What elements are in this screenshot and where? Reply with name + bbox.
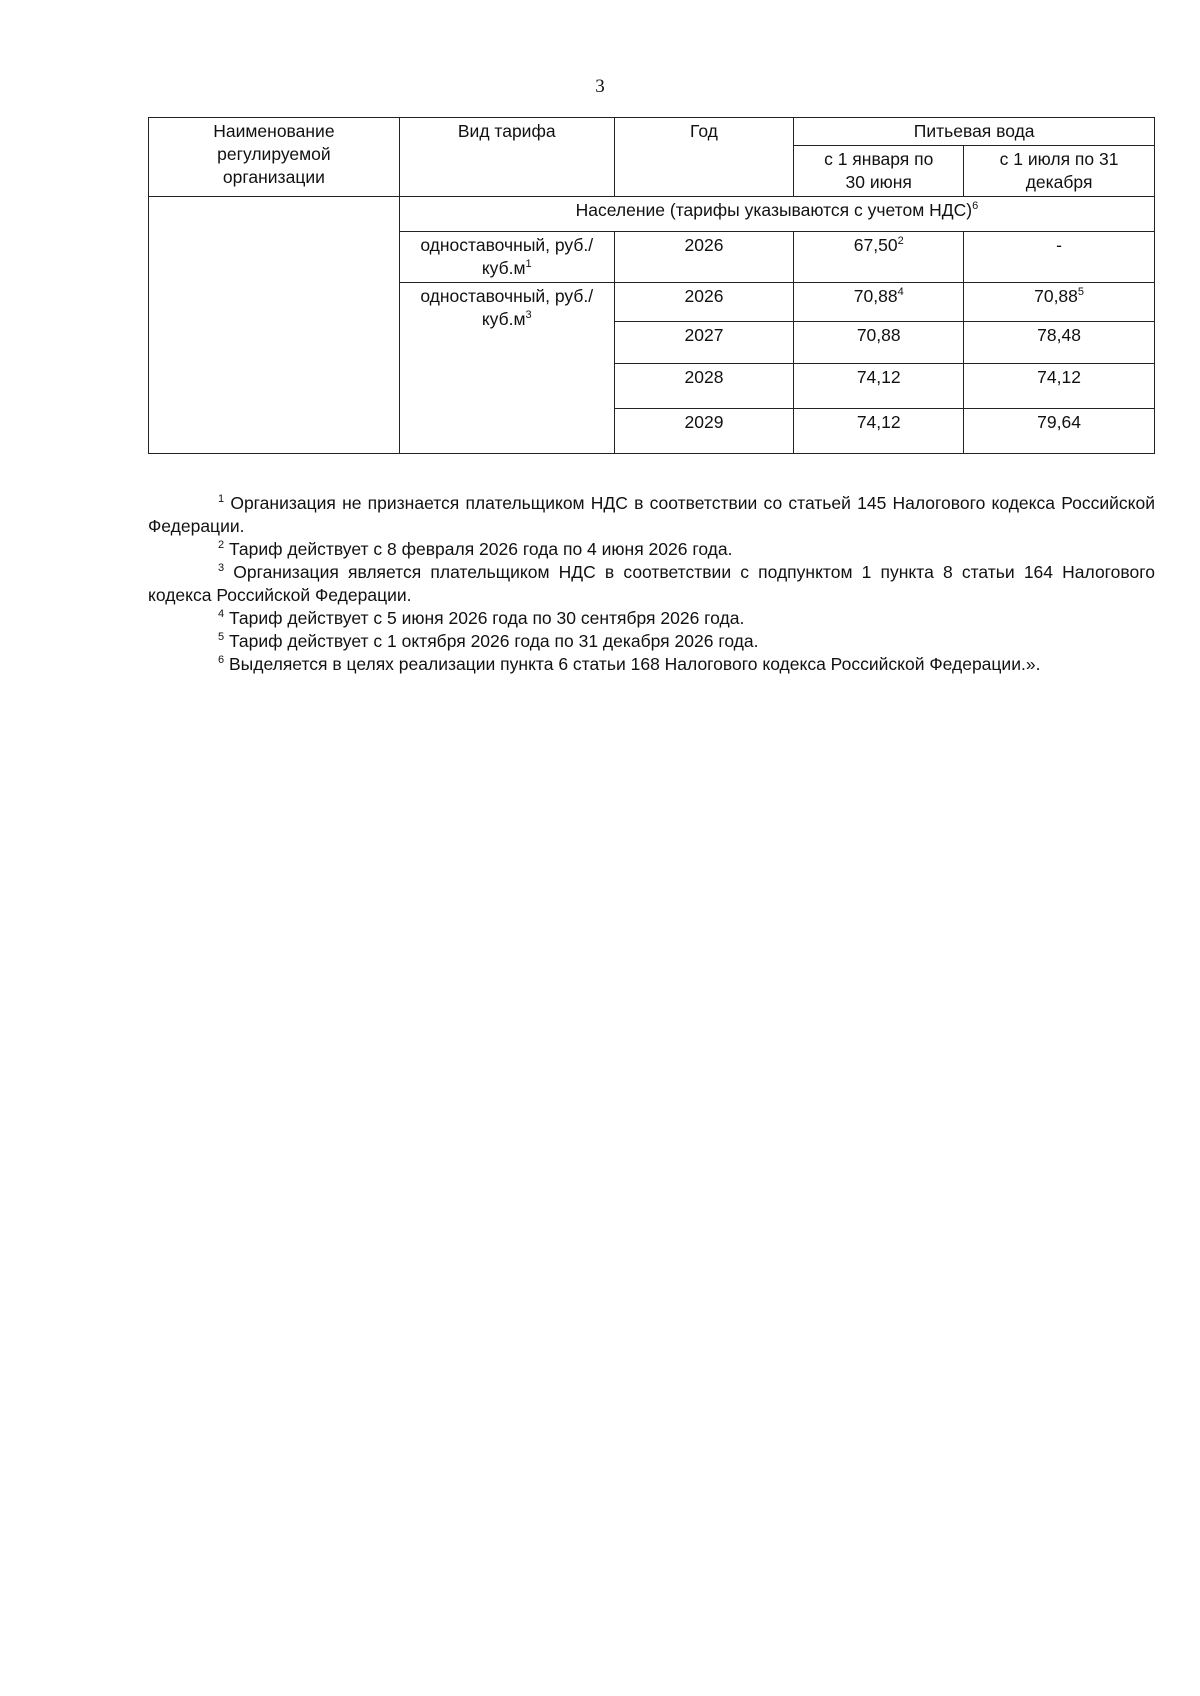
tariff-table — [148, 117, 1155, 454]
value-period-2: 79,64 — [964, 408, 1155, 453]
value-period-1: 67,50$^2$ — [794, 231, 964, 282]
value-period-2: 74,12 — [964, 363, 1155, 408]
value-period-1: 74,12 — [794, 408, 964, 453]
header-row — [149, 118, 1155, 146]
footnote-1: $^1$ Организация не признается плательщиком НДС в соответствии со статьей 145 Налогового кодекса Российской Федерации. — [148, 493, 1155, 536]
footnote-4: $^4$ Тариф действует с 5 июня 2026 года по 30 сентября 2026 года. — [218, 608, 745, 628]
value-period-2: - — [964, 231, 1155, 282]
year-cell: 2026 — [614, 231, 794, 282]
value-period-2: 78,48 — [964, 321, 1155, 363]
section-row — [149, 196, 1155, 231]
footnotes — [148, 492, 1155, 676]
footnote-2: $^2$ Тариф действует с 8 февраля 2026 года по 4 июня 2026 года. — [218, 539, 733, 559]
org-name-cell — [149, 196, 400, 453]
footnote-6: $^6$ Выделяется в целях реализации пункта 6 статьи 168 Налогового кодекса Российской Федерации.». — [218, 654, 1041, 674]
value-period-1: 70,88 — [794, 321, 964, 363]
year-cell: 2028 — [614, 363, 794, 408]
section-title: Население (тарифы указываются с учетом НДС)$^6$ — [399, 196, 1154, 231]
value-period-1: 74,12 — [794, 363, 964, 408]
header-year: Год — [614, 118, 794, 197]
footnote-3: $^3$ Организация является плательщиком НДС в соответствии с подпунктом 1 пункта 8 статьи 164 Налогового кодекса Российской Федерации. — [148, 562, 1155, 605]
year-cell: 2026 — [614, 282, 794, 321]
footnote-5: $^5$ Тариф действует с 1 октября 2026 года по 31 декабря 2026 года. — [218, 631, 759, 651]
tariff-type-cell: одноставочный, $руб./куб.м^3$ — [399, 282, 614, 453]
header-period-1: с 1 января по 30 июня — [794, 145, 964, 196]
header-drinking-water: Питьевая вода — [794, 118, 1155, 146]
value-period-2: 70,88$^5$ — [964, 282, 1155, 321]
value-period-1: 70,88$^4$ — [794, 282, 964, 321]
header-org: Наименование регулируемой организации — [149, 118, 400, 197]
year-cell: 2027 — [614, 321, 794, 363]
page-number: 3 — [595, 76, 605, 97]
header-period-2: с 1 июля по 31 декабря — [964, 145, 1155, 196]
tariff-type-cell: одноставочный, $руб./куб.м^1$ — [399, 231, 614, 282]
year-cell: 2029 — [614, 408, 794, 453]
header-tariff-type: Вид тарифа — [399, 118, 614, 197]
